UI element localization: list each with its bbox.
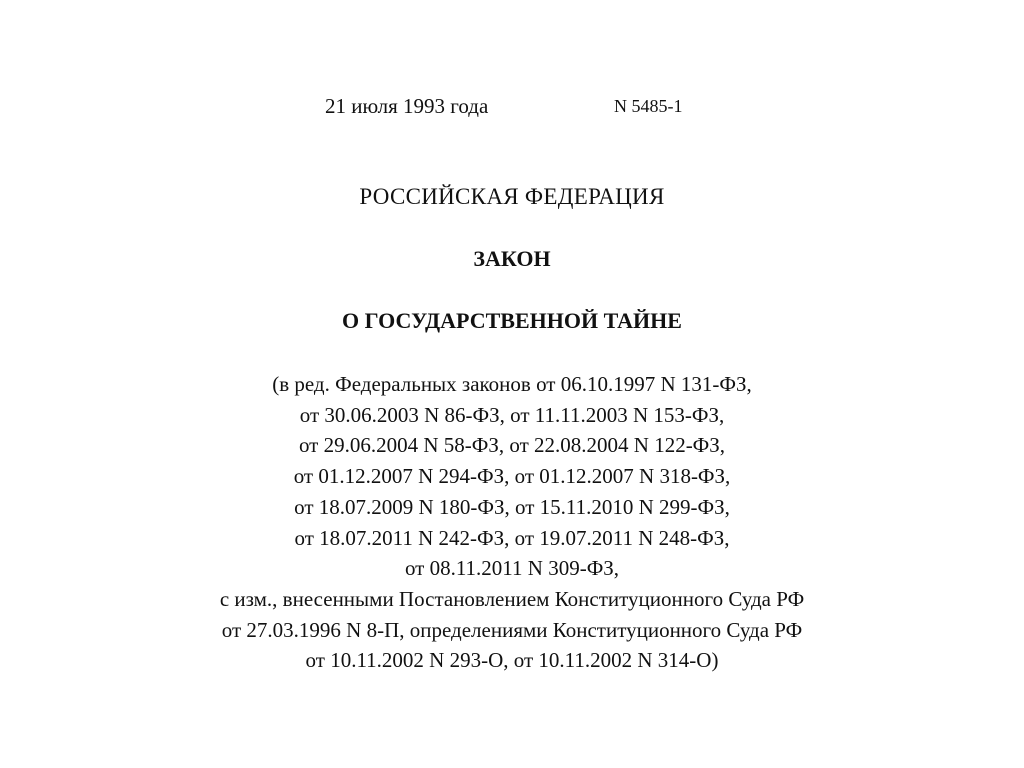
amendment-line: от 01.12.2007 N 294-ФЗ, от 01.12.2007 N 318-ФЗ, (293, 464, 731, 489)
amendment-line: от 18.07.2009 N 180-ФЗ, от 15.11.2010 N 299-ФЗ, (294, 494, 730, 519)
amendment-line: от 29.06.2004 N 58-ФЗ, от 22.08.2004 N 122-ФЗ, (298, 433, 726, 458)
law-title: О ГОСУДАРСТВЕННОЙ ТАЙНЕ (342, 308, 682, 333)
date-line (0, 94, 1024, 122)
amendment-line: от 27.03.1996 N 8-П, определениями Конституционного Суда РФ (221, 617, 803, 642)
amendment-line: от 30.06.2003 N 86-ФЗ, от 11.11.2003 N 153-ФЗ, (299, 402, 725, 427)
federation-heading: РОССИЙСКАЯ ФЕДЕРАЦИЯ (359, 184, 665, 209)
amendment-line: с изм., внесенными Постановлением Конституционного Суда РФ (219, 586, 805, 611)
law-type-heading: ЗАКОН (473, 246, 551, 271)
amendment-line: (в ред. Федеральных законов от 06.10.1997 N 131-ФЗ, (272, 372, 752, 396)
amendment-line: от 18.07.2011 N 242-ФЗ, от 19.07.2011 N 248-ФЗ, (294, 525, 730, 550)
amendments-block (0, 369, 1024, 676)
law-date: 21 июля 1993 года (325, 94, 489, 118)
law-number: N 5485-1 (614, 96, 683, 116)
amendment-line: от 08.11.2011 N 309-ФЗ, (404, 556, 620, 581)
amendment-line: от 10.11.2002 N 293-О, от 10.11.2002 N 314-О) (305, 648, 719, 673)
